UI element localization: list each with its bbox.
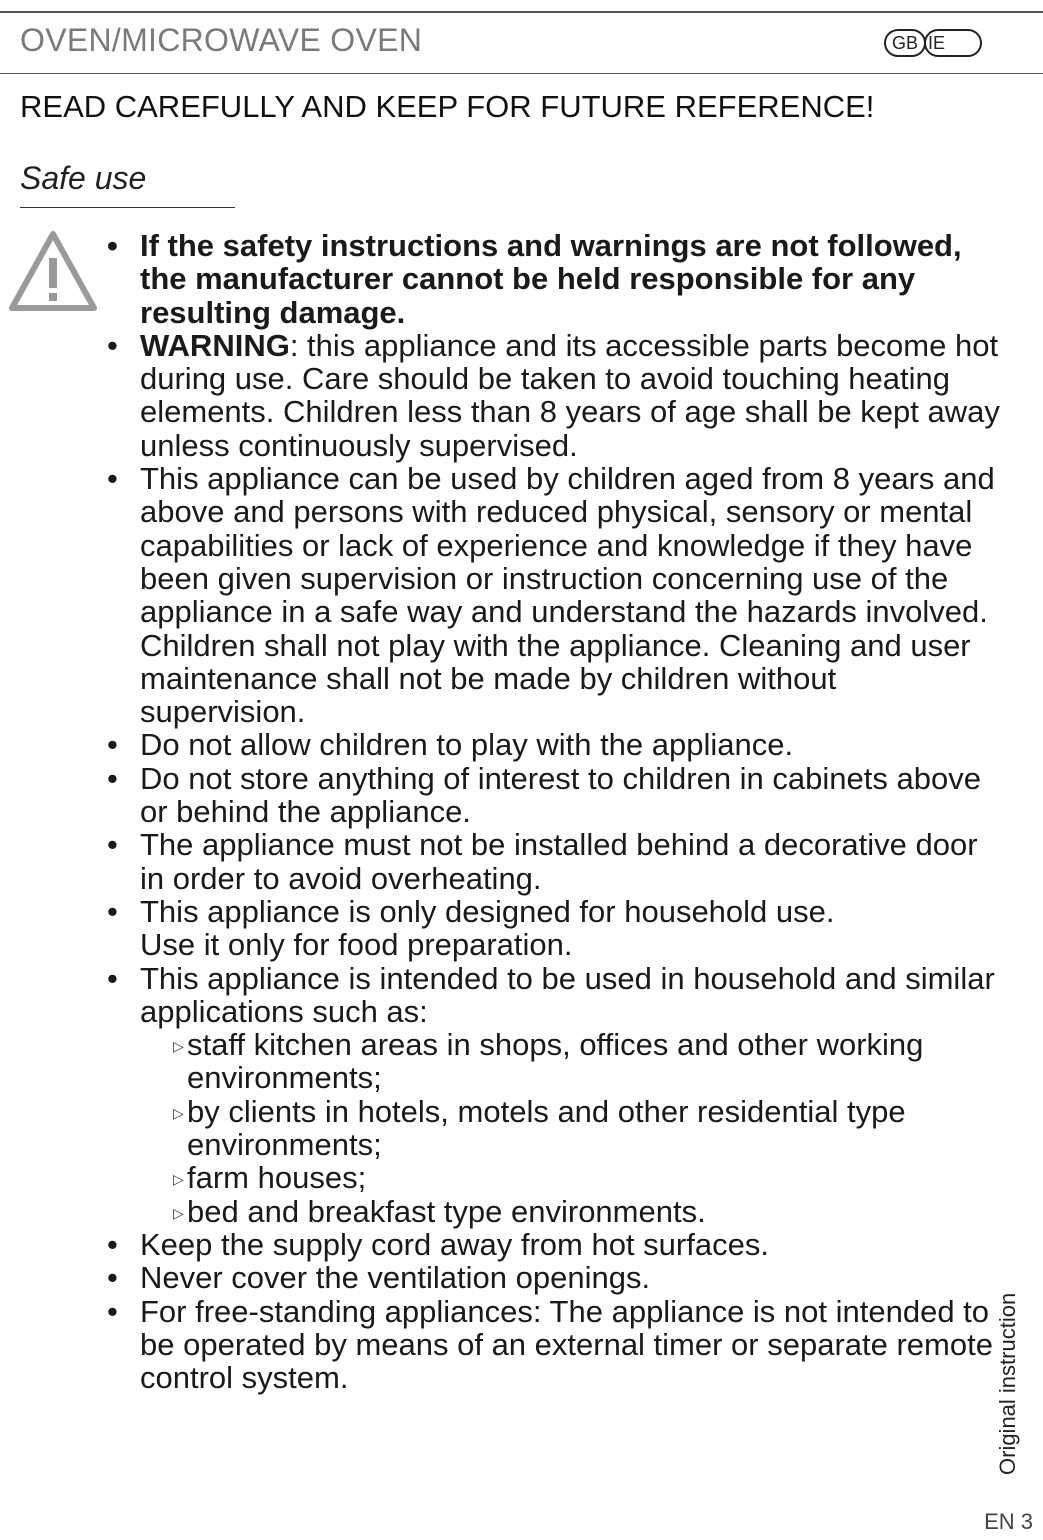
sub-list-item bbox=[173, 1195, 1000, 1228]
list-item: • Keep the supply cord away from hot surfaces. bbox=[140, 1228, 1000, 1261]
original-instruction-label: Original instruction bbox=[995, 1292, 1020, 1475]
section-rule bbox=[20, 207, 235, 208]
sub-list-item-text: farm houses; bbox=[187, 1160, 367, 1196]
list-item-line: Use it only for food preparation. bbox=[140, 927, 573, 963]
triangle-bullet-icon: ▷ bbox=[173, 1171, 184, 1188]
list-item: • This appliance can be used by children aged from 8 years and above and persons with reduced physical, sensory or mental capabilities or lack of experience and knowledge if they have been given supervision or instruction concerning use of the appliance in a safe way and understand the hazards involved. Children shall not play with the appliance. Cleaning and user maintenance shall not be made by children without supervision. bbox=[140, 462, 1000, 728]
sub-list-item-text: bed and breakfast type environments. bbox=[187, 1193, 706, 1229]
list-item: • The appliance must not be installed behind a decorative door in order to avoid overheating. bbox=[140, 828, 1000, 895]
top-rule bbox=[0, 11, 1043, 13]
list-item bbox=[140, 895, 1000, 962]
list-item: • Never cover the ventilation openings. bbox=[140, 1261, 1000, 1294]
triangle-bullet-icon: ▷ bbox=[173, 1204, 184, 1221]
list-item bbox=[140, 329, 1000, 462]
warning-triangle-icon bbox=[8, 230, 98, 312]
list-item bbox=[140, 962, 1000, 1228]
warning-text: : this appliance and its accessible parts become hot during use. Care should be taken to avoid touching heating elements. Children less than 8 years of age shall be kept away unless continuously supervised. bbox=[140, 327, 1000, 463]
document-title: OVEN/MICROWAVE OVEN bbox=[20, 22, 423, 58]
sub-list-item bbox=[173, 1161, 1000, 1194]
sub-list-item-text: staff kitchen areas in shops, offices and other working environments; bbox=[187, 1027, 924, 1096]
list-item: • Do not store anything of interest to children in cabinets above or behind the appliance. bbox=[140, 762, 1000, 829]
safety-instructions-list bbox=[140, 229, 1000, 1394]
region-badge bbox=[884, 28, 984, 60]
region-code-ie: IE bbox=[924, 29, 982, 57]
header-rule bbox=[0, 73, 1043, 74]
region-code-gb: GB bbox=[884, 29, 926, 57]
sub-list-item bbox=[173, 1095, 1000, 1162]
page-number: EN 3 bbox=[984, 1509, 1033, 1534]
list-item: • If the safety instructions and warnings are not followed, the manufacturer cannot be held responsible for any resulting damage. bbox=[140, 229, 1000, 329]
list-item-line: This appliance is only designed for household use. bbox=[140, 893, 835, 929]
list-item: • Do not allow children to play with the appliance. bbox=[140, 728, 1000, 761]
sub-list-item-text: by clients in hotels, motels and other residential type environments; bbox=[187, 1093, 906, 1163]
triangle-bullet-icon: ▷ bbox=[173, 1038, 184, 1055]
list-item: • For free-standing appliances: The appliance is not intended to be operated by means of an external timer or separate remote control system. bbox=[140, 1295, 1000, 1395]
sub-list-item bbox=[173, 1028, 1000, 1095]
sub-list bbox=[140, 1028, 1000, 1228]
triangle-bullet-icon: ▷ bbox=[173, 1104, 184, 1121]
warning-label: WARNING bbox=[140, 327, 290, 363]
section-title: Safe use bbox=[20, 160, 147, 196]
read-carefully-heading: READ CAREFULLY AND KEEP FOR FUTURE REFERENCE! bbox=[20, 89, 875, 124]
list-item-text: This appliance is intended to be used in household and similar applications such as: bbox=[140, 960, 995, 1029]
